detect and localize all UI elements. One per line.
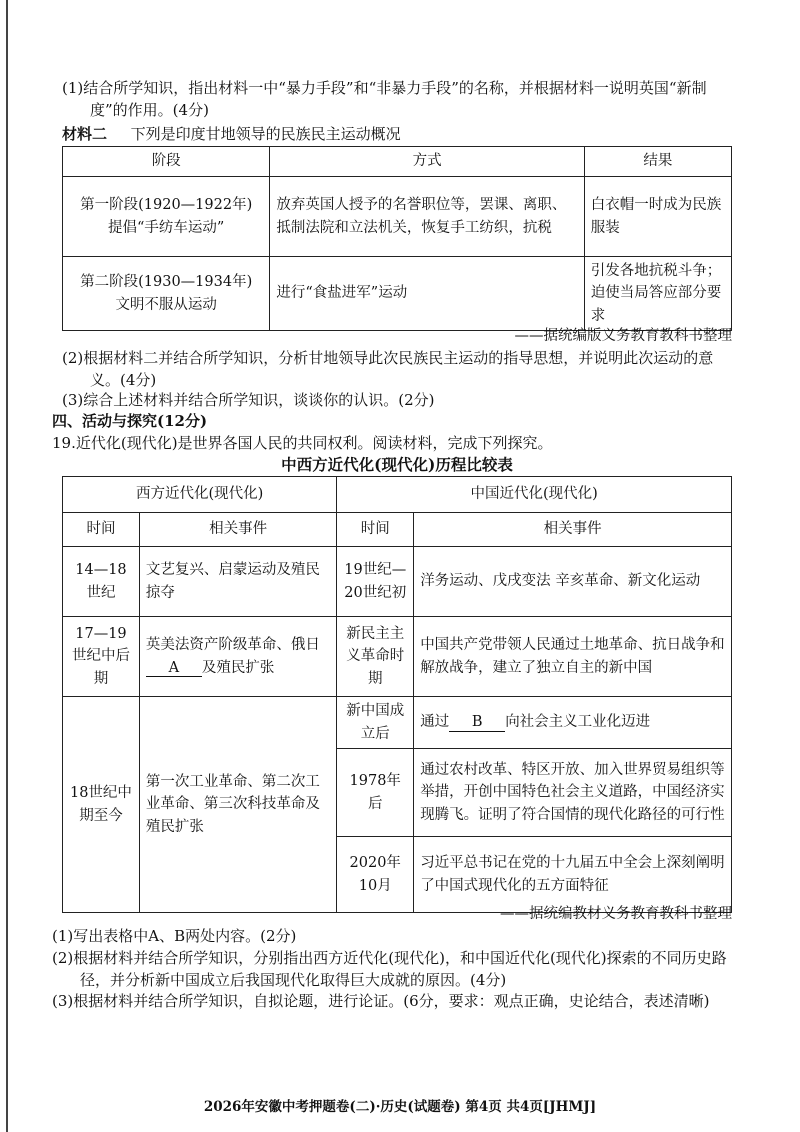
col-header-method: 方式 (270, 147, 584, 177)
stage-name: 第一阶段(1920—1922年) (80, 197, 253, 214)
china-event-cell (414, 697, 732, 749)
blank-b: B (449, 715, 505, 732)
west-event-cell: 第一次工业革命、第二次工业革命、第三次科技革命及殖民扩张 (139, 697, 336, 913)
col-header-stage: 阶段 (63, 147, 270, 177)
table-row (63, 697, 732, 749)
west-header: 西方近代化(现代化) (63, 477, 337, 513)
west-event-cell (139, 617, 336, 697)
question-2 (62, 348, 732, 392)
west-time-cell: 14—18世纪 (63, 547, 140, 617)
question-2-text: (2)根据材料二并结合所学知识，分析甘地领导此次民族民主运动的指导思想，并说明此次运动的意义。(4分) (62, 349, 714, 389)
question-19-3-text: (3)根据材料并结合所学知识，自拟论题，进行论证。(6分，要求：观点正确，史论结合，表述清晰) (52, 992, 710, 1010)
blank-a: A (146, 661, 202, 678)
event-text: 向社会主义工业化迈进 (505, 714, 651, 731)
west-time-cell: 18世纪中期至今 (63, 697, 140, 913)
china-event-cell: 洋务运动、戊戌变法 辛亥革命、新文化运动 (414, 547, 732, 617)
question-19-1 (52, 926, 732, 948)
question-1 (62, 78, 732, 122)
west-event-cell: 文艺复兴、启蒙运动及殖民掠夺 (139, 547, 336, 617)
stage-cell (63, 177, 270, 257)
question-19-1-text: (1)写出表格中A、B两处内容。(2分) (52, 927, 297, 945)
comparison-table-source: ——据统编教材义务教育教科书整理 (500, 906, 732, 922)
table-row (63, 547, 732, 617)
material-2-heading (62, 124, 732, 146)
event-text: 通过 (420, 714, 450, 731)
china-event-cell: 通过农村改革、特区开放、加入世界贸易组织等举措，开创中国特色社会主义道路，中国经济实现腾飞。证明了符合国情的现代化路径的可行性 (414, 749, 732, 837)
col-header-time: 时间 (337, 513, 414, 547)
china-time-cell: 新民主主义革命时期 (337, 617, 414, 697)
table-row (63, 617, 732, 697)
stage-name: 第二阶段(1930—1934年) (80, 274, 253, 291)
china-header: 中国近代化(现代化) (337, 477, 732, 513)
china-event-cell: 习近平总书记在党的十九届五中全会上深刻阐明了中国式现代化的五方面特征 (414, 837, 732, 913)
china-time-cell: 新中国成立后 (337, 697, 414, 749)
stage-subtitle: 提倡“手纺车运动” (108, 219, 225, 236)
table-row (63, 257, 732, 331)
section-4-heading: 四、活动与探究(12分) (52, 412, 208, 430)
binding-line (6, 0, 8, 1132)
material-2-title: 下列是印度甘地领导的民族民主运动概况 (130, 125, 401, 143)
stage-cell (63, 257, 270, 331)
china-time-cell: 19世纪—20世纪初 (337, 547, 414, 617)
col-header-time: 时间 (63, 513, 140, 547)
event-text: 英美法资产阶级革命、俄日 (145, 637, 320, 654)
result-cell: 引发各地抗税斗争；迫使当局答应部分要求 (584, 257, 731, 331)
method-cell: 进行“食盐进军”运动 (270, 257, 584, 331)
china-event-cell: 中国共产党带领人民通过土地革命、抗日战争和解放战争，建立了独立自主的新中国 (414, 617, 732, 697)
table-row (63, 177, 732, 257)
result-cell: 白衣帽一时成为民族服装 (584, 177, 731, 257)
comparison-table-wrap (62, 476, 732, 913)
question-19-3 (52, 991, 732, 1013)
question-19-2 (52, 948, 732, 992)
question-19-2-text: (2)根据材料并结合所学知识，分别指出西方近代化(现代化)，和中国近代化(现代化)探索的不同历史路径，并分析新中国成立后我国现代化取得巨大成就的原因。(4分) (52, 949, 727, 989)
method-cell: 放弃英国人授予的名誉职位等，罢课、离职、抵制法院和立法机关，恢复手工纺织，抗税 (270, 177, 584, 257)
col-header-result: 结果 (584, 147, 731, 177)
material-2-table-wrap (62, 146, 732, 331)
material-2-label: 材料二 (62, 125, 108, 143)
question-3 (62, 390, 732, 412)
comparison-table-title: 中西方近代化(现代化)历程比较表 (281, 455, 513, 474)
col-header-event: 相关事件 (139, 513, 336, 547)
west-time-cell: 17—19世纪中后期 (63, 617, 140, 697)
material-2-source: ——据统编版义务教育教科书整理 (514, 328, 732, 344)
question-19-stem: 19.近代化(现代化)是世界各国人民的共同权利。阅读材料，完成下列探究。 (52, 434, 553, 452)
china-time-cell: 2020年10月 (337, 837, 414, 913)
material-2-table (62, 146, 732, 331)
event-text: 及殖民扩张 (201, 659, 275, 676)
comparison-table (62, 476, 732, 913)
question-1-text: (1)结合所学知识，指出材料一中“暴力手段”和“非暴力手段”的名称，并根据材料一说明英国“新制度”的作用。(4分) (62, 79, 707, 119)
col-header-event: 相关事件 (414, 513, 732, 547)
stage-subtitle: 文明不服从运动 (115, 296, 217, 313)
page-footer: 2026年安徽中考押题卷(二)·历史(试题卷) 第4页 共4页[JHMJ] (203, 1099, 597, 1115)
china-time-cell: 1978年后 (337, 749, 414, 837)
question-3-text: (3)综合上述材料并结合所学知识，谈谈你的认识。(2分) (62, 391, 435, 409)
